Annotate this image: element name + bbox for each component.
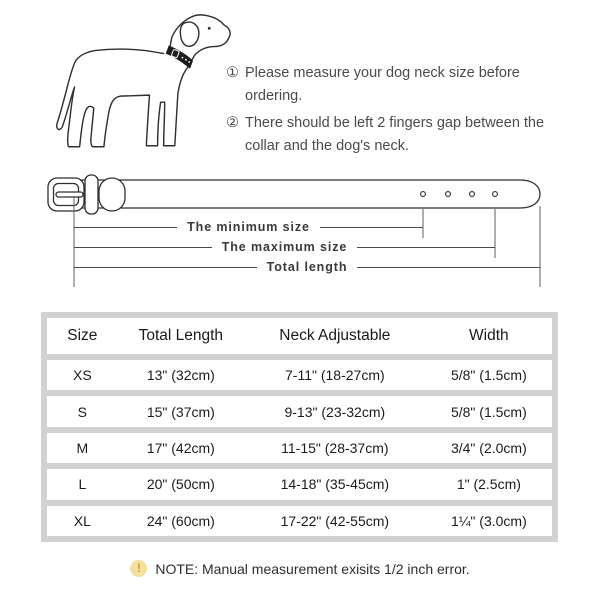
total-length-label: Total length: [266, 260, 348, 274]
instruction-text-1: Please measure your dog neck size before ordering.: [245, 65, 520, 104]
size-cell: S: [77, 403, 88, 420]
table-row: [47, 360, 552, 390]
alert-icon: !: [130, 560, 147, 577]
size-cell: L: [78, 476, 87, 493]
measure-row-minimum: [74, 219, 423, 235]
column-header-neck-adjustable: Neck Adjustable: [279, 327, 391, 344]
table-row: [47, 506, 552, 536]
width-cell: 5/8" (1.5cm): [450, 403, 527, 420]
total-length-cell: 15" (37cm): [146, 403, 215, 420]
circled-1-icon: ①: [226, 65, 239, 81]
measure-line-left: [74, 267, 257, 268]
collar-fold-loop: [99, 178, 125, 211]
width-cell: 3/4" (2.0cm): [450, 440, 527, 457]
table-row: [47, 396, 552, 426]
table-row: [47, 433, 552, 463]
note-text: NOTE: Manual measurement exisits 1/2 inch error.: [155, 560, 470, 577]
circled-2-icon: ②: [226, 115, 239, 131]
dog-eye: [208, 27, 211, 30]
instruction-item-2: [226, 112, 580, 158]
total-length-cell: 17" (42cm): [146, 440, 215, 457]
dog-ear: [180, 22, 198, 46]
neck-adjustable-cell: 17-22" (42-55cm): [280, 512, 390, 529]
neck-adjustable-cell: 14-18" (35-45cm): [280, 476, 390, 493]
size-cell: XS: [73, 367, 92, 384]
maximum-size-label: The maximum size: [221, 240, 348, 254]
measure-line-right: [320, 227, 423, 228]
collar-buckle-prong: [56, 192, 83, 197]
size-table: [41, 312, 558, 542]
width-cell: 5/8" (1.5cm): [450, 367, 527, 384]
measure-line-left: [74, 247, 212, 248]
table-header-row: [47, 318, 552, 354]
instruction-text-2: There should be left 2 fingers gap between the collar and the dog's neck.: [245, 115, 545, 154]
dog-collar: [166, 46, 193, 69]
size-cell: XL: [73, 512, 91, 529]
collar-keeper: [85, 175, 98, 214]
measure-line-right: [357, 267, 540, 268]
column-header-width: Width: [469, 327, 509, 344]
column-header-size: Size: [67, 327, 98, 344]
measure-row-maximum: [74, 239, 495, 255]
neck-adjustable-cell: 9-13" (23-32cm): [284, 403, 386, 420]
instruction-item-1: [226, 62, 580, 108]
dog-head-outline: [170, 15, 230, 49]
neck-adjustable-cell: 7-11" (18-27cm): [285, 367, 385, 384]
table-row: [47, 469, 552, 499]
minimum-size-label: The minimum size: [187, 220, 310, 234]
neck-adjustable-cell: 11-15" (28-37cm): [281, 440, 389, 457]
total-length-cell: 20" (50cm): [146, 476, 215, 493]
measure-line-right: [357, 247, 495, 248]
total-length-cell: 13" (32cm): [146, 367, 215, 384]
dog-body-outline: [57, 49, 190, 147]
total-length-cell: 24" (60cm): [146, 512, 215, 529]
measure-row-total: [74, 259, 540, 275]
size-cell: M: [76, 440, 89, 457]
note: [0, 560, 600, 577]
measure-line-left: [74, 227, 177, 228]
column-header-total-length: Total Length: [138, 327, 224, 344]
dog-muzzle-outline: [192, 38, 228, 59]
width-cell: 1¼" (3.0cm): [450, 512, 527, 529]
instructions: [226, 62, 580, 162]
width-cell: 1" (2.5cm): [456, 476, 521, 493]
